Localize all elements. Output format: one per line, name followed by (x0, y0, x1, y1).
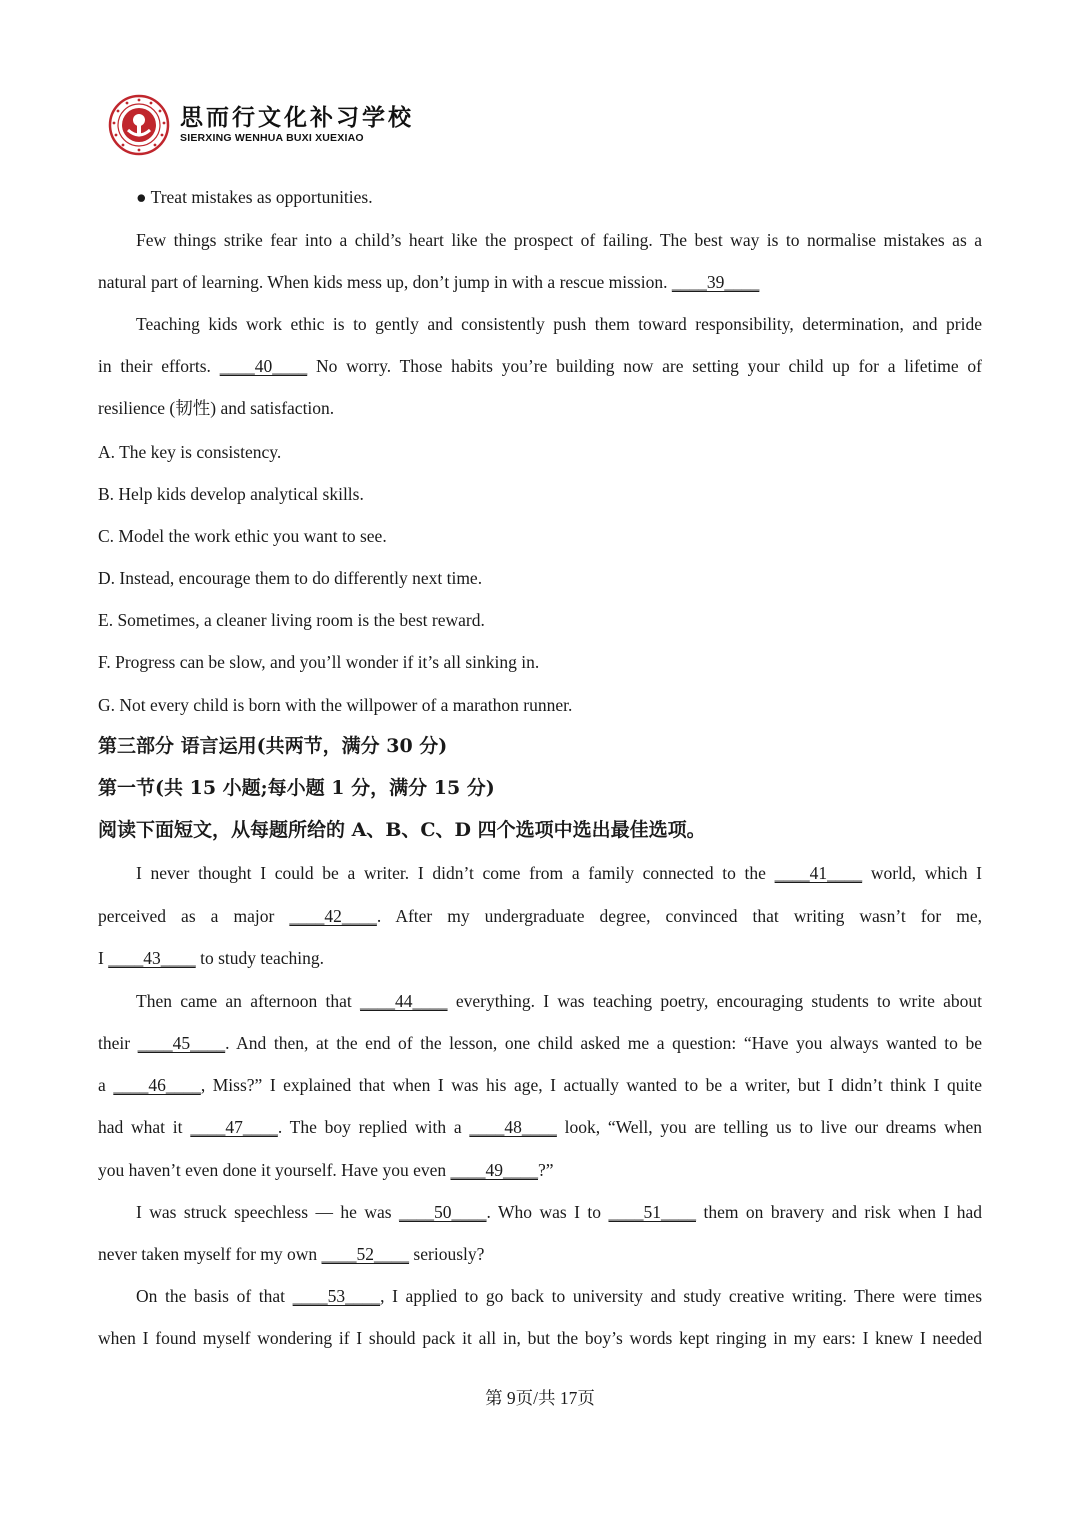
passage2-line (136, 861, 982, 885)
passage-text: natural part of learning. When kids mess up, don’t jump in with a rescue mission. (98, 272, 668, 292)
passage-text: never taken myself for my own (98, 1244, 318, 1264)
passage2-line (98, 1242, 982, 1266)
passage2-line (136, 1284, 982, 1308)
passage2-line (98, 946, 982, 970)
bullet-icon: ● (136, 187, 147, 207)
passage-text: On the basis of that (136, 1286, 286, 1306)
passage1-line (98, 354, 982, 378)
blank-45: ____45____ (137, 1033, 226, 1053)
passage-text: I was struck speechless — he was (136, 1202, 392, 1222)
option-d: D. Instead, encourage them to do differently next time. (98, 568, 483, 588)
section-instruction: 阅读下面短文，从每题所给的 A、B、C、D 四个选项中选出最佳选项。 (98, 819, 706, 841)
passage-text: ?” (538, 1160, 554, 1180)
passage-text: I never thought I could be a writer. I didn’t come from a family connected to the (136, 863, 766, 883)
passage-text: . Who was I to (486, 1202, 602, 1222)
blank-43: ____43____ (108, 948, 196, 968)
blank-48: ____48____ (469, 1117, 557, 1137)
tip-heading (136, 185, 982, 209)
school-emblem-icon (108, 94, 170, 156)
passage-text: look, “Well, you are telling us to live our dreams when (564, 1117, 983, 1137)
passage-text: their (98, 1033, 131, 1053)
passage-text: world, which I (870, 863, 982, 883)
passage-text: had what it (98, 1117, 183, 1137)
blank-41: ____41____ (774, 863, 863, 883)
passage-text: . The boy replied with a (277, 1117, 462, 1137)
passage2-line (98, 904, 982, 928)
passage-text: in their efforts. (98, 356, 211, 376)
blank-39: ____39____ (671, 272, 760, 292)
passage-text: , Miss?” I explained that when I was his age, I actually wanted to be a writer, but I didn’t think I quite (200, 1075, 983, 1095)
passage1-line (98, 270, 982, 294)
passage-text: perceived as a major (98, 906, 275, 926)
passage-text: Then came an afternoon that (136, 991, 352, 1011)
blank-52: ____52____ (321, 1244, 410, 1264)
option-g: G. Not every child is born with the willpower of a marathon runner. (98, 695, 573, 715)
passage-text: seriously? (413, 1244, 485, 1264)
option-f: F. Progress can be slow, and you’ll wonder if it’s all sinking in. (98, 652, 540, 672)
passage-text: them on bravery and risk when I had (703, 1202, 983, 1222)
passage-text: No worry. Those habits you’re building now are setting your child up for a lifetime of (315, 356, 982, 376)
blank-42: ____42____ (289, 906, 377, 926)
blank-40: ____40____ (219, 356, 308, 376)
school-name-cn: 思而行文化补习学校 (180, 105, 414, 131)
blank-50: ____50____ (399, 1202, 487, 1222)
passage-text: , I applied to go back to university and study creative writing. There were times (380, 1286, 982, 1306)
passage1-line: Teaching kids work ethic is to gently and consistently push them toward responsibility, determination, and pride (136, 314, 982, 334)
option-c: C. Model the work ethic you want to see. (98, 526, 387, 546)
blank-46: ____46____ (113, 1075, 201, 1095)
passage2-line: when I found myself wondering if I should pack it all in, but the boy’s words kept ringing in my ears: I knew I needed (98, 1328, 982, 1348)
passage-text: a (98, 1075, 106, 1095)
passage2-line (98, 1031, 982, 1055)
passage-text: I (98, 948, 104, 968)
passage2-line (98, 1158, 982, 1182)
passage-text: everything. I was teaching poetry, encouraging students to write about (455, 991, 983, 1011)
option-e: E. Sometimes, a cleaner living room is the best reward. (98, 610, 485, 630)
passage-text: . After my undergraduate degree, convinced that writing wasn’t for me, (376, 906, 982, 926)
option-a: A. The key is consistency. (98, 442, 282, 462)
blank-44: ____44____ (360, 991, 448, 1011)
part-title: 第三部分 语言运用(共两节，满分 30 分) (98, 735, 448, 757)
page-number: 第 9页/共 17页 (485, 1388, 595, 1408)
passage-text: to study teaching. (200, 948, 325, 968)
passage2-line (98, 1115, 982, 1139)
blank-51: ____51____ (608, 1202, 696, 1222)
passage-text: you haven’t even done it yourself. Have you even (98, 1160, 447, 1180)
passage2-line (136, 989, 982, 1013)
passage1-line: Few things strike fear into a child’s heart like the prospect of failing. The best way is to normalise mistakes as a (136, 230, 982, 250)
school-logo (108, 94, 414, 156)
passage1-line: resilience (韧性) and satisfaction. (98, 398, 335, 418)
school-name-en: SIERXING WENHUA BUXI XUEXIAO (180, 132, 364, 144)
section-subtitle: 第一节(共 15 小题;每小题 1 分，满分 15 分) (98, 777, 495, 799)
tip-title: Treat mistakes as opportunities. (150, 187, 373, 207)
passage2-line (98, 1073, 982, 1097)
option-b: B. Help kids develop analytical skills. (98, 484, 364, 504)
passage2-line (136, 1200, 982, 1224)
blank-49: ____49____ (450, 1160, 538, 1180)
passage-text: . And then, at the end of the lesson, one child asked me a question: “Have you always wanted to be (225, 1033, 982, 1053)
blank-47: ____47____ (190, 1117, 278, 1137)
blank-53: ____53____ (292, 1286, 381, 1306)
